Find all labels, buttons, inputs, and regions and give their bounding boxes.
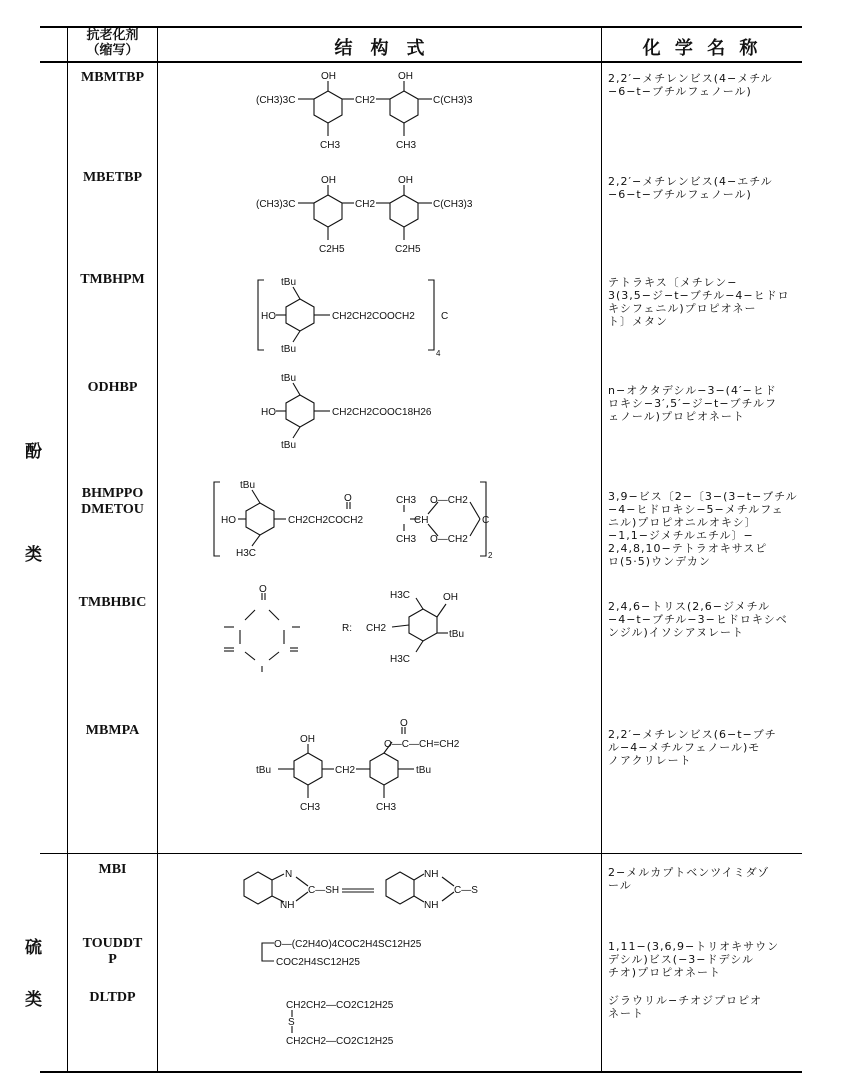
structure-mbetbp xyxy=(158,168,601,268)
abbr-odhbp: ODHBP xyxy=(87,380,138,395)
mbi-c-sh: C—SH xyxy=(308,885,340,896)
tmbhbic-o: O xyxy=(259,584,267,595)
odhbp-ho: HO xyxy=(261,407,276,418)
structure-mbi xyxy=(158,858,601,928)
bhmppo-ch3-top: CH3 xyxy=(396,495,417,506)
structure-bhmppo xyxy=(158,476,601,566)
mbmpa-ch3-1: CH3 xyxy=(300,802,321,813)
mbmtbp-left: (CH3)3C xyxy=(256,95,296,106)
dltdp-line1: CH2CH2—CO2C12H25 xyxy=(286,1000,394,1011)
bhmppo-och2-bot: O—CH2 xyxy=(430,534,468,545)
mbetbp-oh2: OH xyxy=(398,175,413,186)
abbr-mbi: MBI xyxy=(98,862,127,877)
mbi-nh: NH xyxy=(280,900,295,911)
tmbhpm-chain: CH2CH2COOCH2 xyxy=(332,311,415,322)
mbmpa-oh: OH xyxy=(300,734,315,745)
mbetbp-sub1: C2H5 xyxy=(319,244,345,255)
mbmtbp-sub1: CH3 xyxy=(320,140,341,151)
name-toudddtp: 1,11−(3,6,9−トリオキサウン デシル)ビス(−3−ドデシル チオ)プロピオネート xyxy=(608,940,780,979)
bhmppo-h3c: H3C xyxy=(236,548,257,559)
bhmppo-och2-top: O—CH2 xyxy=(430,495,468,506)
structure-tmbhbic xyxy=(158,582,601,682)
mbmtbp-sub2: CH3 xyxy=(396,140,417,151)
tmbhbic-tbu: tBu xyxy=(449,629,465,640)
name-mbmpa: 2,2′−メチレンビス(6−t−ブチ ル−4−メチルフェノール)モ ノアクリレート xyxy=(608,728,777,767)
odhbp-tbu-top: tBu xyxy=(281,373,297,384)
toudddtp-line2: COC2H4SC12H25 xyxy=(276,957,360,968)
abbr-tmbhbic: TMBHBIC xyxy=(78,595,147,610)
abbr-mbmtbp: MBMTBP xyxy=(81,70,144,85)
mbmtbp-right: C(CH3)3 xyxy=(433,95,473,106)
name-dltdp: ジラウリル−チオジプロピオ ネート xyxy=(608,994,762,1020)
mbmpa-tbu1: tBu xyxy=(256,765,272,776)
mbetbp-oh1: OH xyxy=(321,175,336,186)
bhmppo-ho: HO xyxy=(221,515,236,526)
tmbhbic-h3c-bot: H3C xyxy=(390,654,411,665)
structure-toudddtp xyxy=(158,934,601,974)
tmbhpm-ho: HO xyxy=(261,311,276,322)
tmbhbic-ch2: CH2 xyxy=(366,623,387,634)
mbmtbp-oh2: OH xyxy=(398,71,413,82)
tmbhbic-rdef: R: xyxy=(342,623,352,634)
dltdp-s: S xyxy=(288,1017,295,1028)
table-bottom-rule xyxy=(40,1071,802,1073)
name-mbi: 2−メルカプトベンツイミダゾ ール xyxy=(608,866,770,892)
bhmppo-o-top: O xyxy=(344,493,352,504)
bhmppo-sub2: 2 xyxy=(488,551,493,560)
abbr-bhmppo: BHMPPO DMETOU xyxy=(81,486,144,517)
mbi-c-s: C—S xyxy=(454,885,478,896)
bhmppo-ch3-bot: CH3 xyxy=(396,534,417,545)
header-rule xyxy=(40,61,802,63)
name-mbetbp: 2,2′−メチレンビス(4−エチル −6−t−ブチルフェノール) xyxy=(608,175,773,201)
name-mbmtbp: 2,2′−メチレンビス(4−メチル −6−t−ブチルフェノール) xyxy=(608,72,773,98)
mbetbp-right: C(CH3)3 xyxy=(433,199,473,210)
toudddtp-line1: O—(C2H4O)4COC2H4SC12H25 xyxy=(274,939,422,950)
mbmpa-o-top: O xyxy=(400,718,408,729)
mbi-n: N xyxy=(285,869,293,880)
abbr-toudddtp: TOUDDT P xyxy=(82,936,143,967)
abbr-mbmpa: MBMPA xyxy=(85,723,140,738)
class-phenol-2: 类 xyxy=(25,545,42,565)
bhmppo-tbu: tBu xyxy=(240,480,256,491)
tmbhbic-oh: OH xyxy=(443,592,458,603)
mbmpa-acrylate: O—C—CH=CH2 xyxy=(384,739,460,750)
mbetbp-left: (CH3)3C xyxy=(256,199,296,210)
structure-odhbp xyxy=(158,368,601,458)
name-tmbhbic: 2,4,6−トリス(2,6−ジメチル −4−t−ブチル−3−ヒドロキシベ ンジル)イソシアヌレート xyxy=(608,600,788,639)
mbmpa-ch3-2: CH3 xyxy=(376,802,397,813)
tmbhpm-sub4: 4 xyxy=(436,349,441,358)
bhmppo-chain: CH2CH2COCH2 xyxy=(288,515,364,526)
dltdp-line2: CH2CH2—CO2C12H25 xyxy=(286,1036,394,1047)
name-odhbp: n−オクタデシル−3−(4′−ヒド ロキシ−3′,5′−ジ−t−ブチルフ ェノール)プロピオネート xyxy=(608,384,778,423)
mbmpa-tbu2: tBu xyxy=(416,765,432,776)
bhmppo-c: C xyxy=(482,515,490,526)
tmbhbic-h3c-top: H3C xyxy=(390,590,411,601)
structure-dltdp xyxy=(158,996,601,1056)
header-structure: 结 构 式 xyxy=(334,38,425,59)
header-abbr-line2: （缩写） xyxy=(86,43,139,58)
structure-mbmtbp xyxy=(158,64,601,164)
tmbhpm-tbu-bot: tBu xyxy=(281,344,297,355)
tmbhpm-c: C xyxy=(441,311,449,322)
class-sulfur-1: 硫 xyxy=(25,938,42,958)
abbr-mbetbp: MBETBP xyxy=(82,170,143,185)
name-bhmppo: 3,9−ビス〔2−〔3−(3−t−ブチル −4−ヒドロキシ−5−メチルフェ ニル)プロピオニルオキシ〕 −1,1−ジメチルエチル〕− 2,4,8,10−テトラオキサスピ ロ(5·5)ウンデカン xyxy=(608,490,798,568)
mbmtbp-oh1: OH xyxy=(321,71,336,82)
class-phenol-1: 酚 xyxy=(25,442,42,462)
mbmpa-bridge: CH2 xyxy=(335,765,356,776)
tmbhpm-tbu-top: tBu xyxy=(281,277,297,288)
mbmtbp-bridge: CH2 xyxy=(355,95,376,106)
column-rule-3 xyxy=(601,26,602,1072)
odhbp-chain: CH2CH2COOC18H26 xyxy=(332,407,432,418)
abbr-tmbhpm: TMBHPM xyxy=(80,272,145,287)
header-abbr-line1: 抗老化剂 xyxy=(86,28,139,43)
bhmppo-ch: CH xyxy=(414,515,429,526)
odhbp-tbu-bot: tBu xyxy=(281,440,297,451)
header-chemical-name: 化 学 名 称 xyxy=(642,38,762,59)
section-divider xyxy=(40,853,802,854)
name-tmbhpm: テトラキス〔メチレン− 3(3,5−ジ−t−ブチル−4−ヒドロ キシフェニル)プロピオネー ト〕メタン xyxy=(608,276,790,328)
class-sulfur-2: 类 xyxy=(25,990,42,1010)
mbi-nh-bot: NH xyxy=(424,900,439,911)
structure-mbmpa xyxy=(158,716,601,836)
mbetbp-sub2: C2H5 xyxy=(395,244,421,255)
mbi-nh-top: NH xyxy=(424,869,439,880)
structure-tmbhpm xyxy=(158,272,601,362)
mbetbp-bridge: CH2 xyxy=(355,199,376,210)
abbr-dltdp: DLTDP xyxy=(89,990,136,1005)
